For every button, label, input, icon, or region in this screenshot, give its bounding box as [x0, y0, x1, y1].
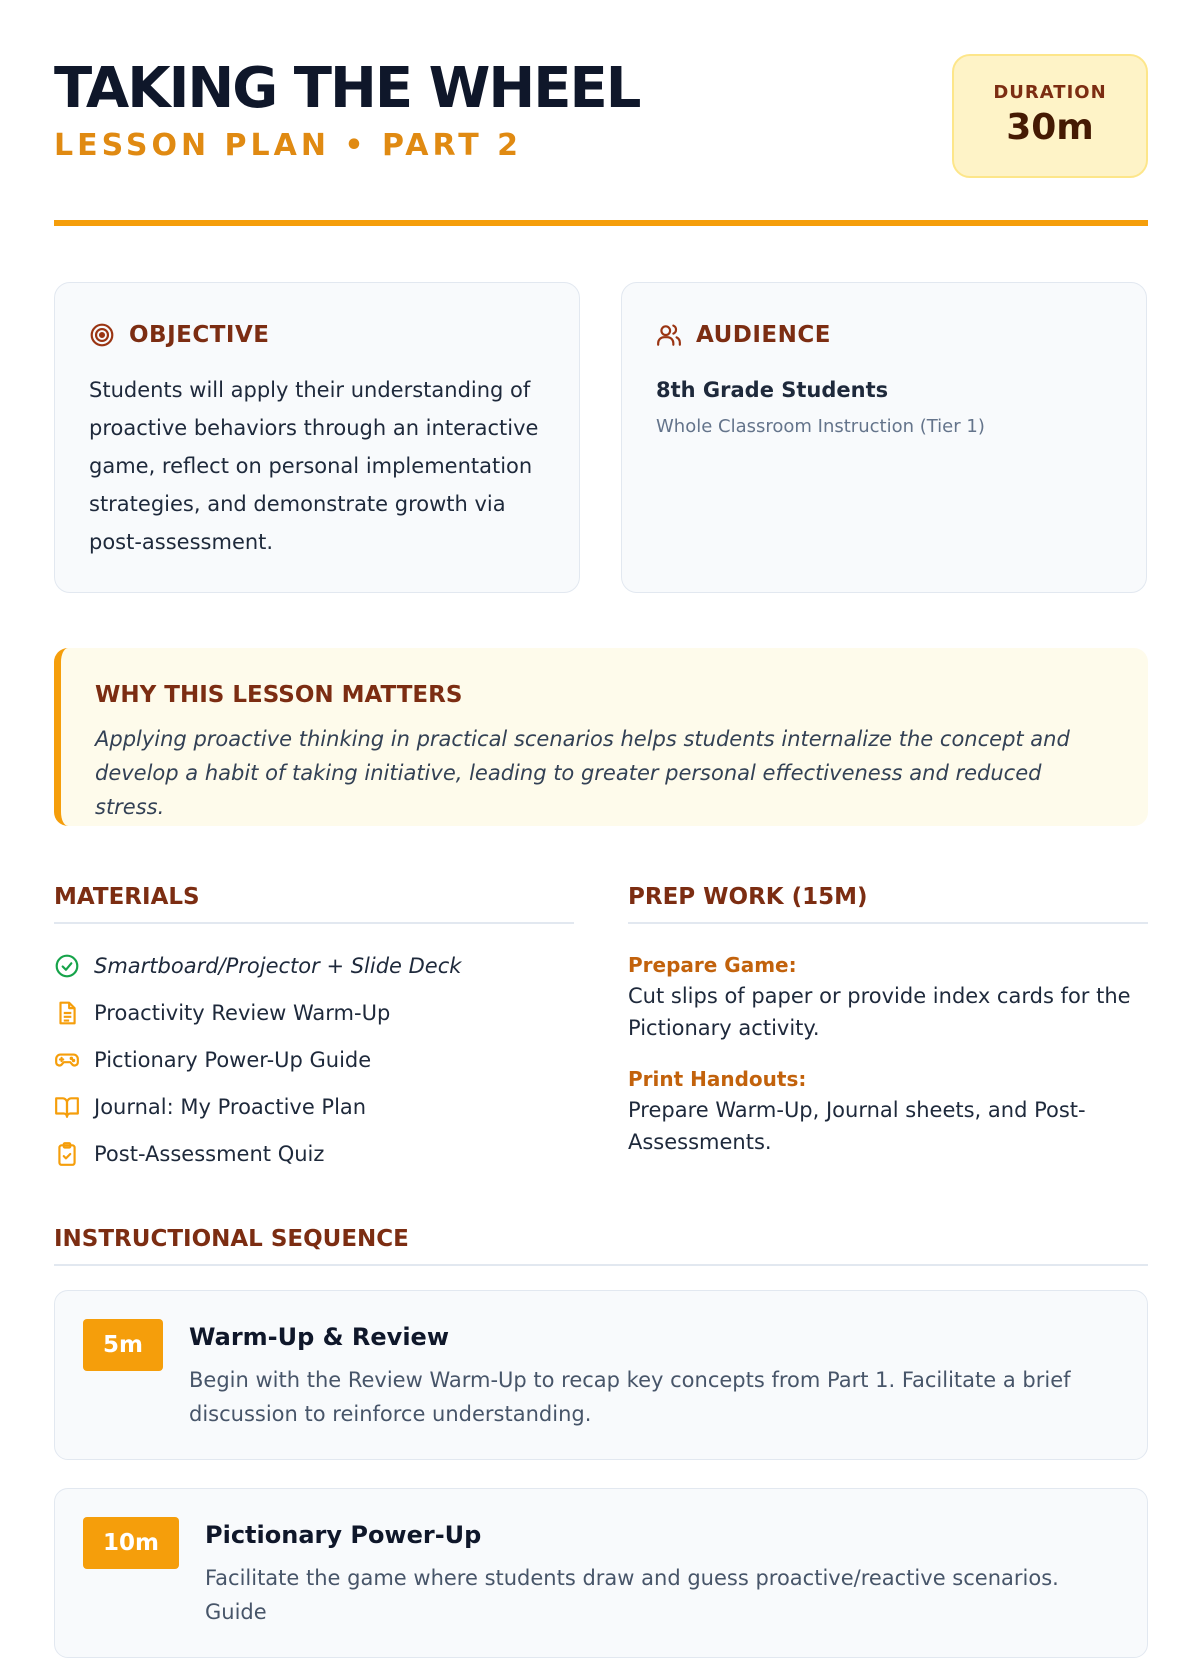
- objective-title: OBJECTIVE: [129, 322, 270, 348]
- document-icon: [54, 1000, 80, 1026]
- check-circle-icon: [54, 953, 80, 979]
- duration-label: DURATION: [993, 82, 1107, 103]
- material-label: Smartboard/Projector + Slide Deck: [94, 953, 462, 978]
- list-item: [54, 1083, 574, 1130]
- step-time-badge: 5m: [83, 1319, 163, 1371]
- prep-title: PREP WORK (15M): [628, 882, 1148, 924]
- objective-card: [54, 282, 580, 593]
- duration-badge: [952, 54, 1148, 178]
- materials-title: MATERIALS: [54, 882, 574, 924]
- list-item: [54, 1036, 574, 1083]
- step-title: Warm-Up & Review: [189, 1323, 450, 1351]
- list-item: [54, 942, 574, 989]
- step-time-badge: 10m: [83, 1517, 179, 1569]
- audience-setting: Whole Classroom Instruction (Tier 1): [656, 416, 985, 437]
- material-label: Journal: My Proactive Plan: [94, 1094, 367, 1119]
- clipboard-check-icon: [54, 1141, 80, 1167]
- why-callout: [54, 648, 1148, 826]
- list-item: [54, 1130, 574, 1177]
- step-text: Facilitate the game where students draw and guess proactive/reactive scenarios. Guide: [205, 1566, 1059, 1624]
- header: [54, 54, 1148, 182]
- prep-label: Print Handouts:: [628, 1067, 807, 1091]
- materials-section: [54, 882, 574, 1177]
- prep-label: Prepare Game:: [628, 953, 797, 977]
- objective-text: Students will apply their understanding of proactive behaviors through an interactive game, reflect on personal implementation strategies, and demonstrate growth via post-assessment.: [89, 378, 539, 554]
- material-label: Proactivity Review Warm-Up: [94, 1000, 391, 1025]
- sequence-step-warmup: [54, 1290, 1148, 1460]
- objective-header: [89, 319, 545, 351]
- audience-header: [656, 319, 1112, 351]
- prep-item-game: [628, 950, 1148, 1044]
- prep-text: Cut slips of paper or provide index cards for the Pictionary activity.: [628, 984, 1131, 1040]
- why-text: Applying proactive thinking in practical scenarios helps students internalize the concept and develop a habit of taking initiative, leading to greater personal effectiveness and reduced stress.: [95, 727, 1070, 819]
- duration-value: 30m: [1006, 107, 1094, 148]
- users-icon: [656, 322, 682, 348]
- sequence-section: [54, 1224, 1148, 1266]
- page-title: TAKING THE WHEEL: [54, 56, 640, 121]
- gamepad-icon: [54, 1047, 80, 1073]
- header-divider: [54, 220, 1148, 226]
- page-subtitle: LESSON PLAN • PART 2: [54, 128, 523, 163]
- materials-list: [54, 942, 574, 1177]
- why-title: WHY THIS LESSON MATTERS: [95, 682, 463, 708]
- audience-grade: 8th Grade Students: [656, 378, 889, 402]
- book-open-icon: [54, 1094, 80, 1120]
- audience-title: AUDIENCE: [696, 322, 831, 348]
- step-text: Begin with the Review Warm-Up to recap key concepts from Part 1. Facilitate a brief discussion to reinforce understanding.: [189, 1368, 1071, 1426]
- target-icon: [89, 322, 115, 348]
- step-body: [205, 1519, 1117, 1629]
- material-label: Pictionary Power-Up Guide: [94, 1047, 372, 1072]
- audience-card: [621, 282, 1147, 593]
- step-body: [189, 1321, 1117, 1431]
- sequence-title: INSTRUCTIONAL SEQUENCE: [54, 1224, 1148, 1266]
- sequence-step-pictionary: [54, 1488, 1148, 1658]
- prep-item-handouts: [628, 1064, 1148, 1158]
- step-title: Pictionary Power-Up: [205, 1521, 482, 1549]
- list-item: [54, 989, 574, 1036]
- material-label: Post-Assessment Quiz: [94, 1141, 325, 1166]
- prep-section: [628, 882, 1148, 1158]
- prep-text: Prepare Warm-Up, Journal sheets, and Post-Assessments.: [628, 1098, 1086, 1154]
